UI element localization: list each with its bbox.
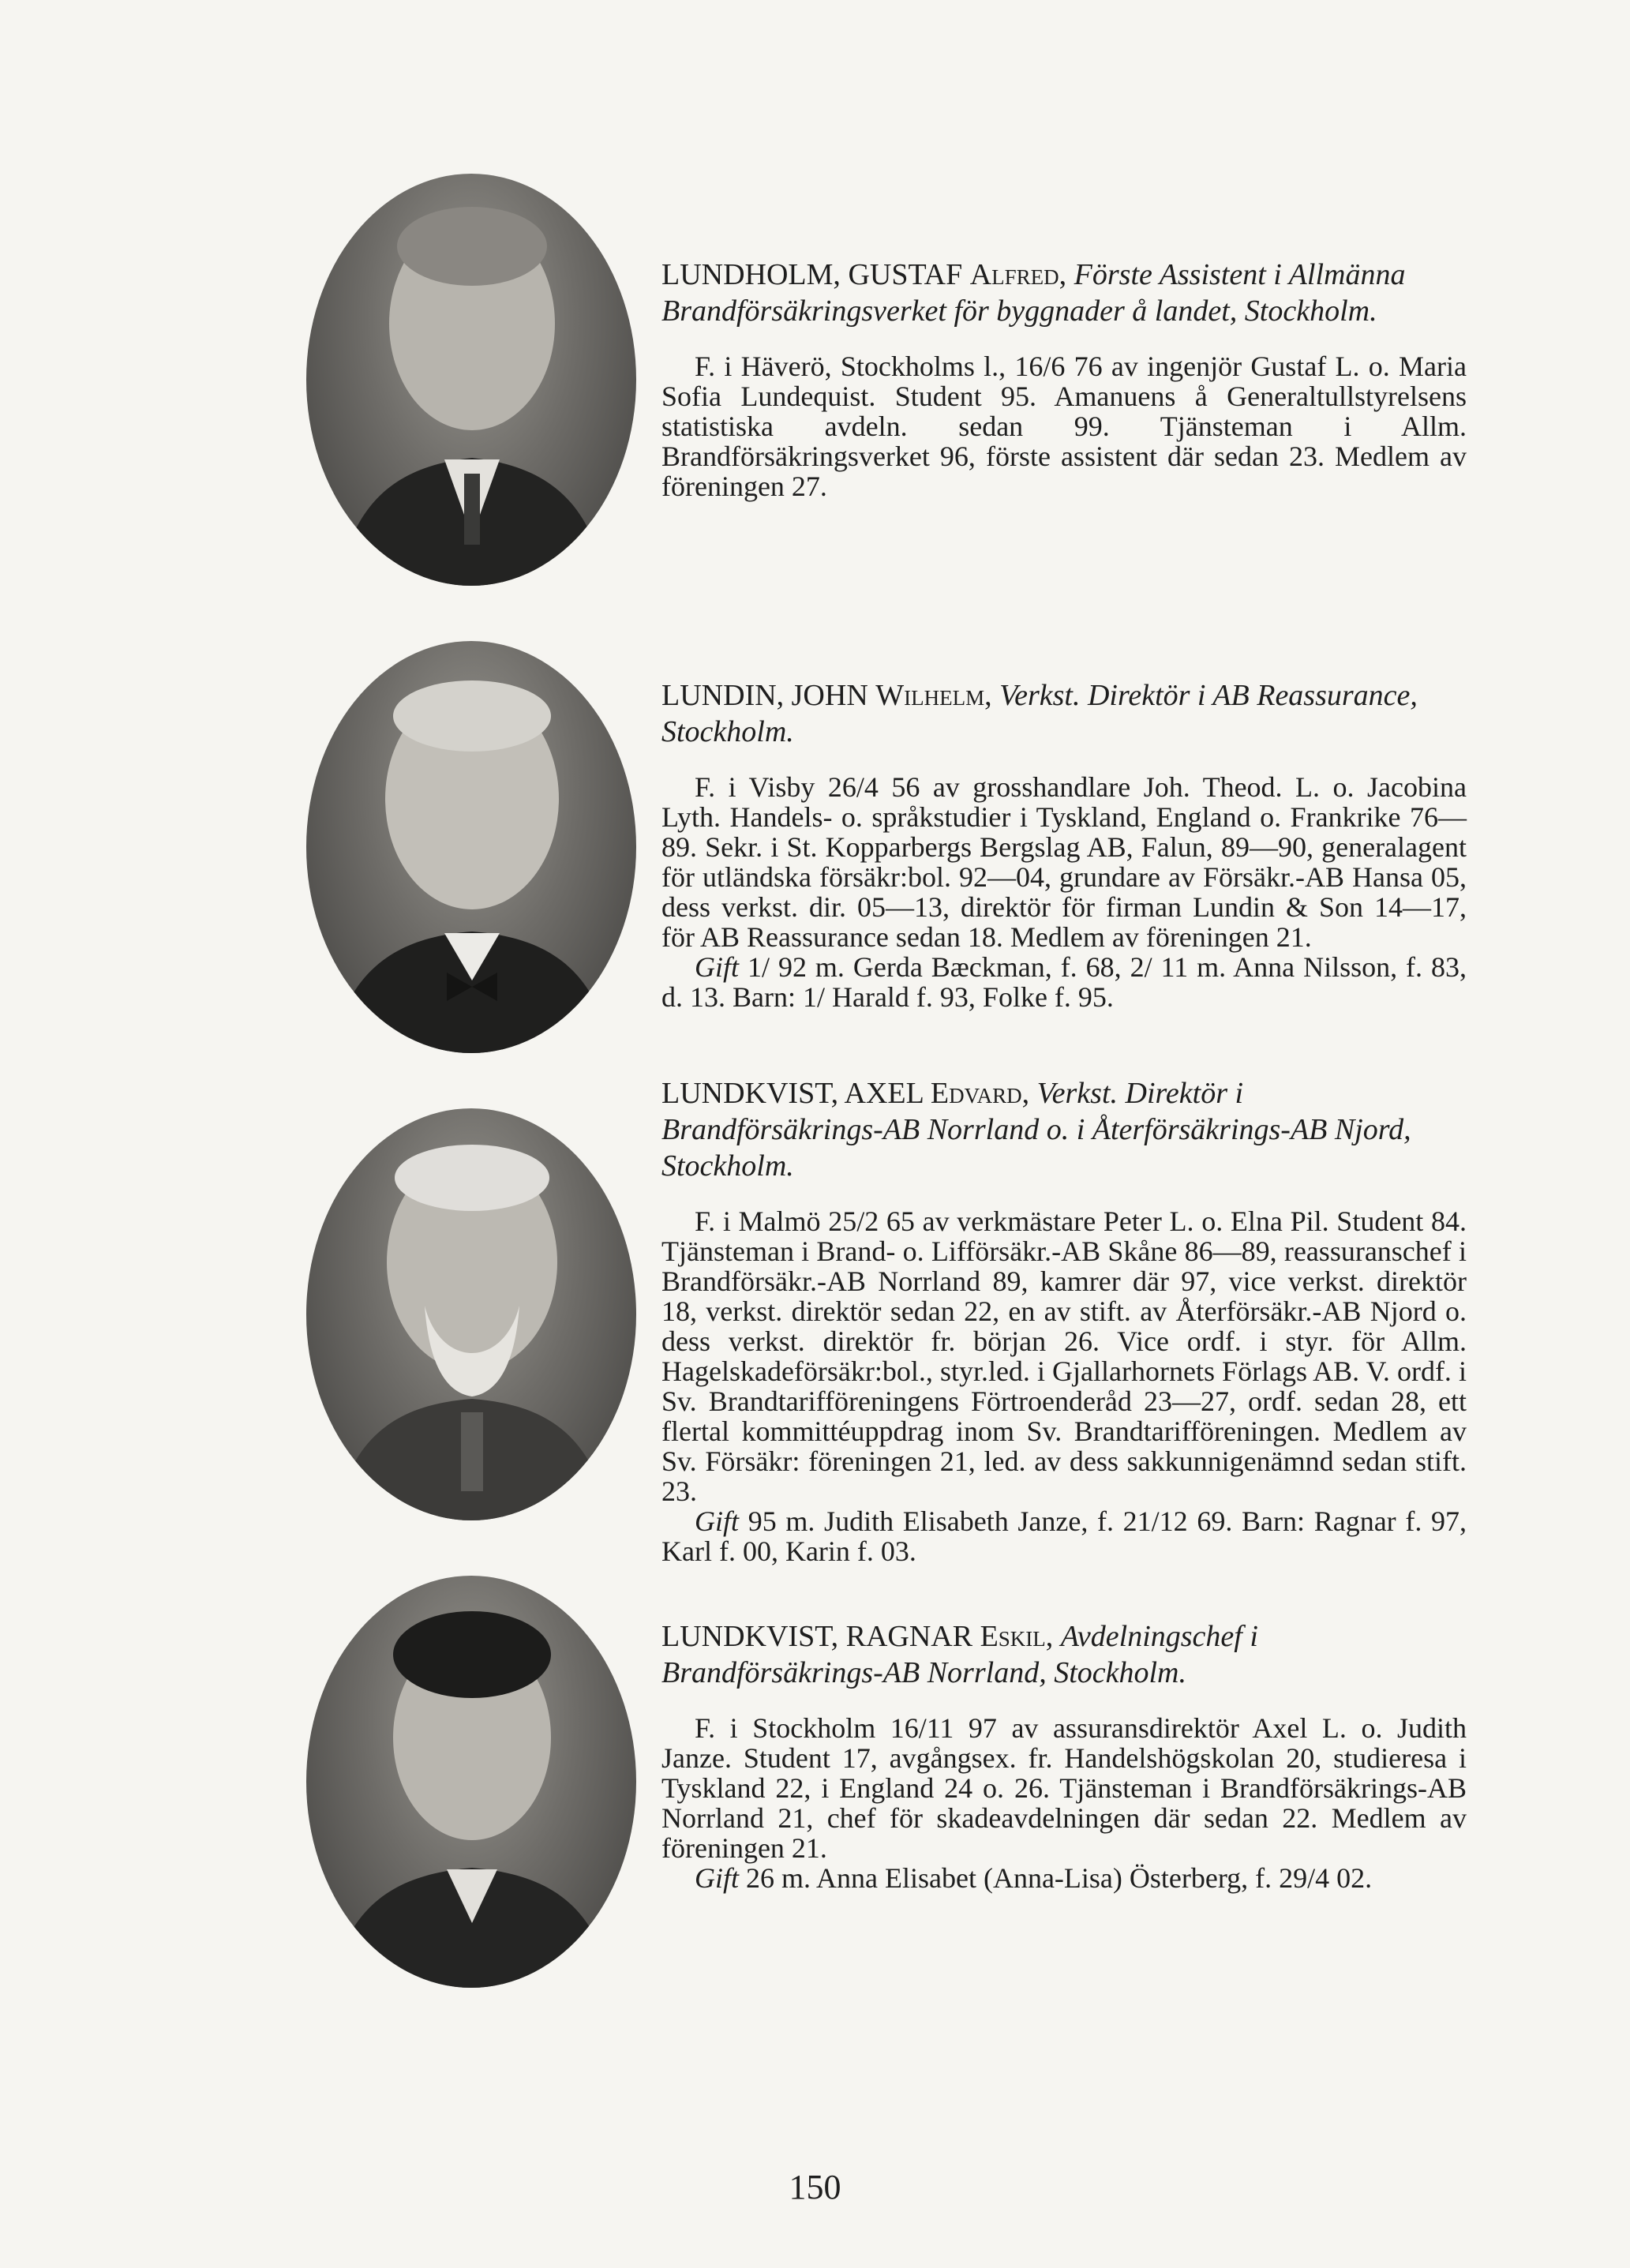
entry-text — [661, 1618, 1467, 1893]
occupation-title: Förste Assistent i Allmänna Brandförsäkringsverket för byggnader å landet, Stockholm. — [661, 258, 1406, 328]
family-label: Gift — [695, 1505, 740, 1537]
entry-heading — [661, 1618, 1467, 1691]
middle-name: Edvard, — [930, 1077, 1030, 1110]
biography: F. i Häverö, Stockholms l., 16/6 76 av ingenjör Gustaf L. o. Maria Sofia Lundequist. Student 95. Amanuens å Generaltullstyrelsens statistiska avdeln. sedan 99. Tjänsteman i Allm. Brandförsäkringsverket 96, förste assistent där sedan 23. Medlem av föreningen 27. — [661, 351, 1467, 502]
given-name: JOHN — [791, 679, 868, 712]
family-label: Gift — [695, 951, 740, 983]
given-name: RAGNAR — [845, 1620, 973, 1653]
entry-heading — [661, 677, 1467, 750]
portrait-photo — [306, 1108, 636, 1520]
family-info — [661, 952, 1467, 1012]
occupation-title: Verkst. Direktör i Brandförsäkrings-AB Norrland o. i Återförsäkrings-AB Njord, Stockholm. — [661, 1077, 1411, 1183]
entry-text — [661, 257, 1467, 501]
family-info — [661, 1506, 1467, 1566]
family-info — [661, 1863, 1467, 1893]
occupation-title: Avdelningschef i Brandförsäkrings-AB Norrland, Stockholm. — [661, 1620, 1258, 1689]
entry-text — [661, 677, 1467, 1012]
biography: F. i Visby 26/4 56 av grosshandlare Joh. Theod. L. o. Jacobina Lyth. Handels- o. språkstudier i Tyskland, England o. Frankrike 76—89. Sekr. i St. Kopparbergs Bergslag AB, Falun, 89—90, generalagent för utländska försäkr:bol. 92—04, grundare av Försäkr.-AB Hansa 05, dess verkst. dir. 05—13, direktör för firman Lundin & Son 14—17, för AB Reassurance sedan 18. Medlem av föreningen 21. — [661, 771, 1467, 953]
given-name: GUSTAF — [848, 258, 963, 291]
surname: LUNDIN, — [661, 679, 785, 712]
portrait-photo — [306, 174, 636, 586]
family-text: 1/ 92 m. Gerda Bæckman, f. 68, 2/ 11 m. Anna Nilsson, f. 83, d. 13. Barn: 1/ Harald f. 93, Folke f. 95. — [661, 951, 1467, 1013]
family-label: Gift — [695, 1862, 740, 1894]
middle-name: Alfred, — [969, 258, 1067, 291]
surname: LUNDKVIST, — [661, 1077, 839, 1110]
given-name: AXEL — [844, 1077, 924, 1110]
portrait-photo — [306, 1576, 636, 1988]
middle-name: Wilhelm, — [875, 679, 992, 712]
page-number: 150 — [789, 2168, 841, 2206]
middle-name: Eskil, — [980, 1620, 1054, 1653]
portrait-photo — [306, 641, 636, 1053]
entry-heading — [661, 257, 1467, 329]
occupation-title: Verkst. Direktör i AB Reassurance, Stockholm. — [661, 679, 1418, 748]
entry-heading — [661, 1075, 1467, 1184]
surname: LUNDHOLM, — [661, 258, 841, 291]
family-text: 26 m. Anna Elisabet (Anna-Lisa) Österberg, f. 29/4 02. — [746, 1862, 1373, 1894]
biography: F. i Stockholm 16/11 97 av assuransdirektör Axel L. o. Judith Janze. Student 17, avgångsex. fr. Handelshögskolan 20, studieresa i Tyskland 22, i England 24 o. 26. Tjänsteman i Brandförsäkrings-AB Norrland 21, chef för skadeavdelningen där sedan 22. Medlem av föreningen 21. — [661, 1712, 1467, 1864]
biography: F. i Malmö 25/2 65 av verkmästare Peter L. o. Elna Pil. Student 84. Tjänsteman i Brand- o. Lifförsäkr.-AB Skåne 86—89, reassuranschef i Brandförsäkr.-AB Norrland 89, kamrer där 97, vice verkst. direktör 18, verkst. direktör sedan 22, en av stift. av Återförsäkr.-AB Njord o. dess verkst. direktör fr. början 26. Vice ordf. i styr. för Allm. Hagelskadeförsäkr:bol., styr.led. i Gjallarhornets Förlags AB. V. ordf. i Sv. Brandtarifföreningens Förtroenderåd 23—27, ordf. sedan 28, ett flertal kommittéuppdrag inom Sv. Brandtarifföreningen. Medlem av Sv. Försäkr: föreningen 21, led. av dess sakkunnigenämnd sedan stift. 23. — [661, 1205, 1467, 1507]
entry-text — [661, 1075, 1467, 1566]
surname: LUNDKVIST, — [661, 1620, 839, 1653]
family-text: 95 m. Judith Elisabeth Janze, f. 21/12 69. Barn: Ragnar f. 97, Karl f. 00, Karin f. 03. — [661, 1505, 1467, 1567]
